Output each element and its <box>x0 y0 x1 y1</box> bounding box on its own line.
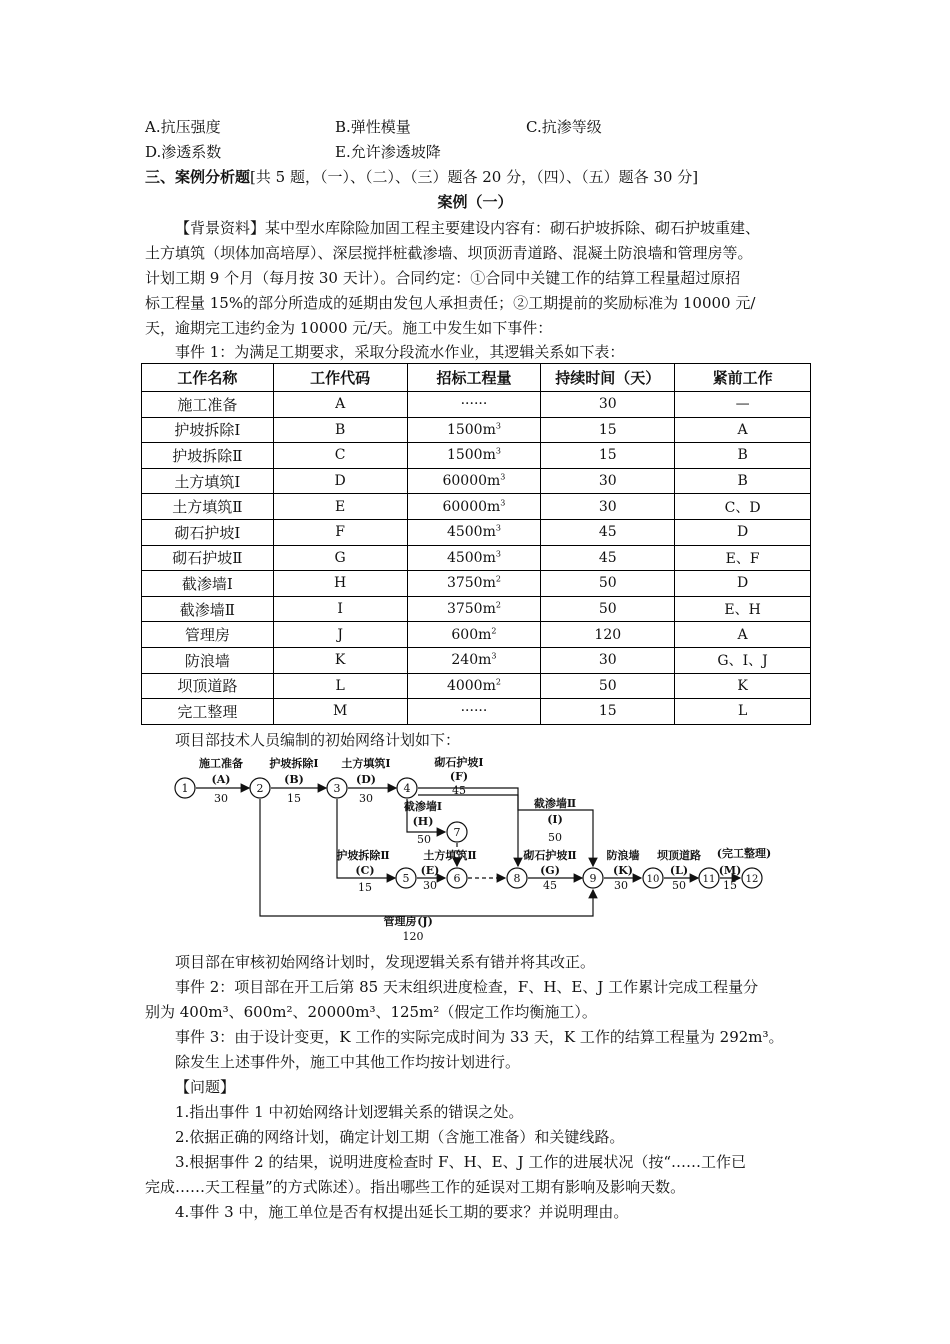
question-3-line-2: 完成……天工程量”的方式陈述）。指出哪些工作的延误对工期有影响及影响天数。 <box>145 1178 686 1196</box>
cell-bid-quantity <box>407 673 541 699</box>
activity-K-code: (K) <box>613 864 633 877</box>
table-row <box>142 545 811 571</box>
table-row <box>142 519 811 545</box>
option-a: A.抗压强度 <box>145 118 221 136</box>
cell-work-code: B <box>273 417 407 443</box>
table-row <box>142 494 811 520</box>
activity-K-duration: 30 <box>614 879 628 892</box>
activity-E-name: 土方填筑Ⅱ <box>423 849 477 862</box>
cell-work-name: 截渗墙Ⅱ <box>142 596 274 622</box>
cell-duration: 30 <box>541 392 675 418</box>
node-label-2: 2 <box>256 782 264 795</box>
cell-duration: 15 <box>541 443 675 469</box>
cell-predecessor: K <box>675 673 811 699</box>
cell-work-code: E <box>273 494 407 520</box>
cell-work-name: 砌石护坡Ⅱ <box>142 545 274 571</box>
unit-exponent: 2 <box>495 574 501 584</box>
header-work-name: 工作名称 <box>142 364 274 392</box>
cell-duration: 50 <box>541 673 675 699</box>
option-c: C.抗渗等级 <box>526 118 602 136</box>
option-b: B.弹性模量 <box>335 118 411 136</box>
activity-D-code: (D) <box>356 773 376 786</box>
activity-J-name: 管理房 <box>383 915 417 928</box>
activity-G-code: (G) <box>540 864 560 877</box>
activity-M-code: (M) <box>718 864 742 877</box>
questions-heading: 【问题】 <box>175 1078 236 1096</box>
cell-duration: 30 <box>541 647 675 673</box>
activity-B-duration: 15 <box>287 792 301 805</box>
unit-exponent: 2 <box>495 677 501 687</box>
quantity-value: 1500m <box>446 421 496 438</box>
quantity-value: 1500m <box>446 447 496 464</box>
background-line-5: 天，逾期完工违约金为 10000 元/天。施工中发生如下事件： <box>145 319 553 337</box>
quantity-value: 240m <box>451 652 492 669</box>
activity-B-name: 护坡拆除Ⅰ <box>269 757 319 770</box>
after-network-note: 项目部在审核初始网络计划时，发现逻辑关系有错并将其改正。 <box>175 953 596 971</box>
activity-E-code: (E) <box>420 864 440 877</box>
node-label-9: 9 <box>589 872 597 885</box>
cell-predecessor: C、D <box>675 494 811 520</box>
cell-work-code: M <box>273 699 407 725</box>
cell-duration: 30 <box>541 468 675 494</box>
cell-duration: 30 <box>541 494 675 520</box>
node-label-12: 12 <box>745 874 759 885</box>
cell-bid-quantity <box>407 519 541 545</box>
quantity-value: 600m <box>451 626 492 643</box>
activity-K-name: 防浪墙 <box>606 849 640 862</box>
activity-C-code: (C) <box>355 864 375 877</box>
other-note: 除发生上述事件外，施工中其他工作均按计划进行。 <box>175 1053 521 1071</box>
node-label-6: 6 <box>453 872 461 885</box>
question-3-line-1: 3.根据事件 2 的结果，说明进度检查时 F、H、E、J 工作的进展状况（按“……工作已 <box>175 1153 747 1171</box>
activity-G-name: 砌石护坡Ⅱ <box>523 849 577 862</box>
table-row <box>142 468 811 494</box>
activity-H-name: 截渗墙Ⅰ <box>403 800 443 813</box>
activity-A-duration: 30 <box>214 792 228 805</box>
network-diagram <box>160 755 800 945</box>
section-heading <box>145 165 698 189</box>
quantity-value: 3750m <box>446 601 496 618</box>
cell-predecessor: D <box>675 519 811 545</box>
activity-M-name: (完工整理) <box>716 847 772 860</box>
cell-work-name: 管理房 <box>142 622 274 648</box>
event2-line-1: 事件 2：项目部在开工后第 85 天末组织进度检查，F、H、E、J 工作累计完成工程量分 <box>175 978 759 996</box>
activity-H-code: (H) <box>412 815 434 828</box>
header-duration: 持续时间（天） <box>541 364 675 392</box>
node-label-11: 11 <box>702 874 716 885</box>
unit-exponent: 3 <box>491 651 497 661</box>
cell-bid-quantity <box>407 417 541 443</box>
activity-D-duration: 30 <box>359 792 373 805</box>
cell-work-name: 施工准备 <box>142 392 274 418</box>
table-row <box>142 622 811 648</box>
activity-A-code: (A) <box>211 773 231 786</box>
cell-predecessor: B <box>675 468 811 494</box>
unit-exponent: 3 <box>495 549 501 559</box>
cell-predecessor: G、I、J <box>675 647 811 673</box>
cell-work-name: 砌石护坡Ⅰ <box>142 519 274 545</box>
cell-duration: 50 <box>541 571 675 597</box>
cell-bid-quantity <box>407 699 541 725</box>
cell-work-name: 土方填筑Ⅱ <box>142 494 274 520</box>
event2-line-2: 别为 400m³、600m²、20000m³、125m²（假定工作均衡施工）。 <box>145 1003 597 1021</box>
cell-predecessor: — <box>675 392 811 418</box>
cell-work-code: H <box>273 571 407 597</box>
background-line-4: 标工程量 15%的部分所造成的延期由发包人承担责任；②工期提前的奖励标准为 10000 元/ <box>145 294 756 312</box>
unit-exponent: 3 <box>495 523 501 533</box>
activity-D-name: 土方填筑Ⅰ <box>341 757 391 770</box>
cell-bid-quantity <box>407 571 541 597</box>
cell-work-code: G <box>273 545 407 571</box>
node-label-4: 4 <box>403 782 411 795</box>
activity-C-duration: 15 <box>358 881 372 894</box>
case-title: 案例（一） <box>437 193 513 211</box>
activity-I-duration: 50 <box>548 831 562 844</box>
unit-exponent: 3 <box>500 472 506 482</box>
cell-predecessor: A <box>675 417 811 443</box>
table-row <box>142 417 811 443</box>
section-title: 三、案例分析题 <box>145 168 251 186</box>
activity-A-name: 施工准备 <box>199 757 243 770</box>
table-row <box>142 673 811 699</box>
quantity-value: ······ <box>460 396 488 413</box>
node-label-7: 7 <box>453 826 461 839</box>
activity-L-code: (L) <box>669 864 689 877</box>
activity-L-name: 坝顶道路 <box>657 849 701 862</box>
cell-predecessor: A <box>675 622 811 648</box>
cell-work-name: 护坡拆除Ⅰ <box>142 417 274 443</box>
cell-bid-quantity <box>407 494 541 520</box>
event1-intro: 事件 1：为满足工期要求，采取分段流水作业，其逻辑关系如下表： <box>175 343 625 361</box>
activity-I-code: (I) <box>547 813 563 826</box>
unit-exponent: 3 <box>495 421 501 431</box>
cell-bid-quantity <box>407 622 541 648</box>
activity-J-code: (J) <box>417 915 433 928</box>
cell-work-code: A <box>273 392 407 418</box>
activity-C-name: 护坡拆除Ⅱ <box>336 849 390 862</box>
node-label-5: 5 <box>402 872 410 885</box>
activity-B-code: (B) <box>284 773 304 786</box>
network-intro: 项目部技术人员编制的初始网络计划如下： <box>175 731 461 749</box>
cell-predecessor: D <box>675 571 811 597</box>
cell-predecessor: E、H <box>675 596 811 622</box>
cell-work-name: 坝顶道路 <box>142 673 274 699</box>
work-logic-table <box>141 363 811 725</box>
activity-I-name: 截渗墙Ⅱ <box>533 797 577 810</box>
activity-L-duration: 50 <box>672 879 686 892</box>
unit-exponent: 2 <box>495 600 501 610</box>
table-row <box>142 443 811 469</box>
unit-exponent: 2 <box>491 625 497 635</box>
option-d: D.渗透系数 <box>145 143 222 161</box>
option-e: E.允许渗透坡降 <box>335 143 441 161</box>
cell-work-code: L <box>273 673 407 699</box>
cell-work-code: J <box>273 622 407 648</box>
table-row <box>142 392 811 418</box>
cell-duration: 50 <box>541 596 675 622</box>
cell-bid-quantity <box>407 468 541 494</box>
background-line-2: 土方填筑（坝体加高培厚）、深层搅拌桩截渗墙、坝顶沥青道路、混凝土防浪墙和管理房等。 <box>145 244 753 262</box>
cell-bid-quantity <box>407 596 541 622</box>
quantity-value: 4500m <box>446 549 496 566</box>
cell-work-name: 防浪墙 <box>142 647 274 673</box>
activity-M-duration: 15 <box>723 879 737 892</box>
header-predecessor: 紧前工作 <box>675 364 811 392</box>
quantity-value: 4500m <box>446 524 496 541</box>
cell-bid-quantity <box>407 392 541 418</box>
cell-work-code: K <box>273 647 407 673</box>
node-label-3: 3 <box>333 782 341 795</box>
cell-duration: 15 <box>541 699 675 725</box>
quantity-value: 3750m <box>446 575 496 592</box>
quantity-value: ······ <box>460 703 488 720</box>
cell-duration: 15 <box>541 417 675 443</box>
cell-bid-quantity <box>407 545 541 571</box>
table-row <box>142 647 811 673</box>
table-row <box>142 699 811 725</box>
cell-work-code: F <box>273 519 407 545</box>
unit-exponent: 3 <box>495 446 501 456</box>
node-label-10: 10 <box>646 874 660 885</box>
activity-F-name: 砌石护坡Ⅰ <box>434 756 484 769</box>
section-note: [共 5 题，（一）、（二）、（三）题各 20 分，（四）、（五）题各 30 分] <box>250 168 699 186</box>
activity-G-duration: 45 <box>543 879 557 892</box>
activity-H-duration: 50 <box>417 833 431 846</box>
quantity-value: 60000m <box>442 498 501 515</box>
node-label-8: 8 <box>513 872 521 885</box>
activity-J-duration: 120 <box>402 930 424 943</box>
background-line-3: 计划工期 9 个月（每月按 30 天计）。合同约定：①合同中关键工作的结算工程量超过原招 <box>145 269 741 287</box>
activity-F-code: (F) <box>449 770 469 783</box>
activity-E-duration: 30 <box>423 879 437 892</box>
cell-predecessor: E、F <box>675 545 811 571</box>
cell-predecessor: L <box>675 699 811 725</box>
cell-predecessor: B <box>675 443 811 469</box>
cell-work-name: 完工整理 <box>142 699 274 725</box>
cell-bid-quantity <box>407 647 541 673</box>
question-2: 2.依据正确的网络计划，确定计划工期（含施工准备）和关键线路。 <box>175 1128 625 1146</box>
cell-work-name: 护坡拆除Ⅱ <box>142 443 274 469</box>
quantity-value: 60000m <box>442 473 501 490</box>
question-1: 1.指出事件 1 中初始网络计划逻辑关系的错误之处。 <box>175 1103 524 1121</box>
quantity-value: 4000m <box>446 677 496 694</box>
table-header-row <box>142 364 811 392</box>
activity-F-duration: 45 <box>452 784 466 797</box>
cell-bid-quantity <box>407 443 541 469</box>
background-line-1: 【背景资料】某中型水库除险加固工程主要建设内容有：砌石护坡拆除、砌石护坡重建、 <box>175 219 761 237</box>
question-4: 4.事件 3 中，施工单位是否有权提出延长工期的要求？并说明理由。 <box>175 1203 629 1221</box>
cell-work-name: 截渗墙Ⅰ <box>142 571 274 597</box>
unit-exponent: 3 <box>500 498 506 508</box>
node-label-1: 1 <box>181 782 189 795</box>
header-bid-quantity: 招标工程量 <box>407 364 541 392</box>
cell-work-name: 土方填筑Ⅰ <box>142 468 274 494</box>
cell-work-code: I <box>273 596 407 622</box>
event3-text: 事件 3：由于设计变更，K 工作的实际完成时间为 33 天，K 工作的结算工程量为 292m³。 <box>175 1028 784 1046</box>
table-row <box>142 571 811 597</box>
cell-work-code: C <box>273 443 407 469</box>
cell-duration: 45 <box>541 519 675 545</box>
header-work-code: 工作代码 <box>273 364 407 392</box>
cell-duration: 45 <box>541 545 675 571</box>
cell-duration: 120 <box>541 622 675 648</box>
cell-work-code: D <box>273 468 407 494</box>
table-row <box>142 596 811 622</box>
